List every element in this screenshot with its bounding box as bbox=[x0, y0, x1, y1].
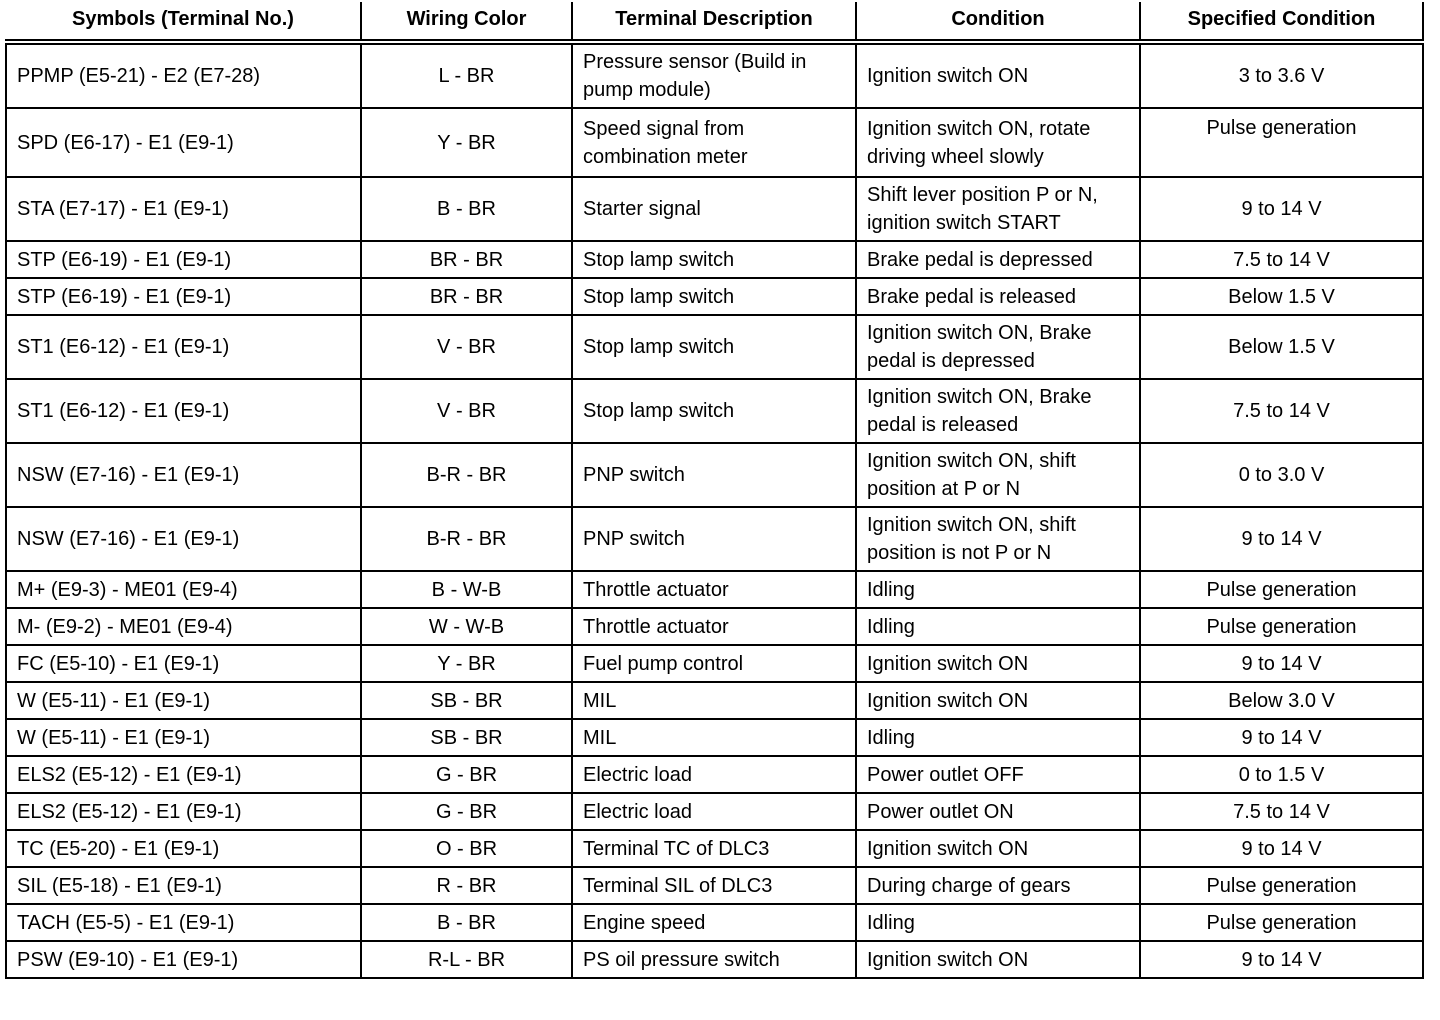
cell-wiring-color: BR - BR bbox=[361, 278, 572, 315]
cell-wiring-color: B - BR bbox=[361, 904, 572, 941]
cell-symbol: STA (E7-17) - E1 (E9-1) bbox=[6, 177, 361, 241]
cell-condition: Ignition switch ON bbox=[856, 42, 1140, 108]
cell-description: Electric load bbox=[572, 756, 856, 793]
cell-description: PS oil pressure switch bbox=[572, 941, 856, 978]
header-condition: Condition bbox=[856, 2, 1140, 42]
cell-symbol: NSW (E7-16) - E1 (E9-1) bbox=[6, 443, 361, 507]
cell-wiring-color: G - BR bbox=[361, 756, 572, 793]
cell-condition: Ignition switch ON, shift position is not P or N bbox=[856, 507, 1140, 571]
table-row bbox=[6, 904, 1423, 941]
table-row bbox=[6, 830, 1423, 867]
cell-condition: Ignition switch ON, Brake pedal is released bbox=[856, 379, 1140, 443]
cell-description: Stop lamp switch bbox=[572, 241, 856, 278]
cell-symbol: W (E5-11) - E1 (E9-1) bbox=[6, 719, 361, 756]
cell-specified: Below 1.5 V bbox=[1140, 278, 1423, 315]
cell-symbol: SIL (E5-18) - E1 (E9-1) bbox=[6, 867, 361, 904]
cell-description: MIL bbox=[572, 682, 856, 719]
cell-condition: During charge of gears bbox=[856, 867, 1140, 904]
cell-specified: Pulse generation bbox=[1140, 608, 1423, 645]
table-row bbox=[6, 756, 1423, 793]
cell-description: Stop lamp switch bbox=[572, 379, 856, 443]
cell-wiring-color: SB - BR bbox=[361, 682, 572, 719]
table-row bbox=[6, 379, 1423, 443]
cell-symbol: PSW (E9-10) - E1 (E9-1) bbox=[6, 941, 361, 978]
cell-symbol: PPMP (E5-21) - E2 (E7-28) bbox=[6, 42, 361, 108]
cell-description: Terminal SIL of DLC3 bbox=[572, 867, 856, 904]
cell-wiring-color: O - BR bbox=[361, 830, 572, 867]
table-row bbox=[6, 941, 1423, 978]
cell-description: PNP switch bbox=[572, 443, 856, 507]
cell-condition: Ignition switch ON bbox=[856, 941, 1140, 978]
cell-symbol: M- (E9-2) - ME01 (E9-4) bbox=[6, 608, 361, 645]
cell-description: Speed signal from combination meter bbox=[572, 108, 856, 177]
cell-specified: 7.5 to 14 V bbox=[1140, 379, 1423, 443]
cell-symbol: TACH (E5-5) - E1 (E9-1) bbox=[6, 904, 361, 941]
cell-specified: 0 to 1.5 V bbox=[1140, 756, 1423, 793]
cell-specified: 9 to 14 V bbox=[1140, 507, 1423, 571]
cell-description: Fuel pump control bbox=[572, 645, 856, 682]
cell-specified: Pulse generation bbox=[1140, 904, 1423, 941]
cell-condition: Ignition switch ON, shift position at P or N bbox=[856, 443, 1140, 507]
cell-description: Stop lamp switch bbox=[572, 315, 856, 379]
cell-condition: Power outlet OFF bbox=[856, 756, 1140, 793]
cell-symbol: NSW (E7-16) - E1 (E9-1) bbox=[6, 507, 361, 571]
cell-symbol: SPD (E6-17) - E1 (E9-1) bbox=[6, 108, 361, 177]
cell-wiring-color: Y - BR bbox=[361, 645, 572, 682]
cell-description: Engine speed bbox=[572, 904, 856, 941]
cell-symbol: TC (E5-20) - E1 (E9-1) bbox=[6, 830, 361, 867]
cell-wiring-color: G - BR bbox=[361, 793, 572, 830]
cell-specified: 0 to 3.0 V bbox=[1140, 443, 1423, 507]
cell-wiring-color: B-R - BR bbox=[361, 507, 572, 571]
cell-wiring-color: W - W-B bbox=[361, 608, 572, 645]
table-row bbox=[6, 241, 1423, 278]
cell-wiring-color: B - BR bbox=[361, 177, 572, 241]
cell-condition: Idling bbox=[856, 571, 1140, 608]
cell-wiring-color: SB - BR bbox=[361, 719, 572, 756]
cell-specified: Below 3.0 V bbox=[1140, 682, 1423, 719]
cell-specified: 7.5 to 14 V bbox=[1140, 241, 1423, 278]
table-row bbox=[6, 645, 1423, 682]
table-row bbox=[6, 278, 1423, 315]
table-row bbox=[6, 571, 1423, 608]
cell-condition: Idling bbox=[856, 608, 1140, 645]
cell-symbol: ST1 (E6-12) - E1 (E9-1) bbox=[6, 315, 361, 379]
cell-condition: Ignition switch ON bbox=[856, 645, 1140, 682]
cell-specified: 9 to 14 V bbox=[1140, 645, 1423, 682]
table-row bbox=[6, 108, 1423, 177]
cell-specified: Pulse generation bbox=[1140, 571, 1423, 608]
cell-symbol: W (E5-11) - E1 (E9-1) bbox=[6, 682, 361, 719]
cell-wiring-color: BR - BR bbox=[361, 241, 572, 278]
cell-condition: Power outlet ON bbox=[856, 793, 1140, 830]
cell-condition: Brake pedal is depressed bbox=[856, 241, 1140, 278]
cell-specified: 9 to 14 V bbox=[1140, 830, 1423, 867]
cell-symbol: ELS2 (E5-12) - E1 (E9-1) bbox=[6, 756, 361, 793]
cell-specified: Pulse generation bbox=[1140, 108, 1423, 177]
cell-specified: 7.5 to 14 V bbox=[1140, 793, 1423, 830]
table-row bbox=[6, 315, 1423, 379]
cell-symbol: M+ (E9-3) - ME01 (E9-4) bbox=[6, 571, 361, 608]
cell-wiring-color: V - BR bbox=[361, 379, 572, 443]
cell-symbol: ELS2 (E5-12) - E1 (E9-1) bbox=[6, 793, 361, 830]
table-header-row bbox=[6, 2, 1423, 42]
table-row bbox=[6, 793, 1423, 830]
table-row bbox=[6, 42, 1423, 108]
header-specified-condition: Specified Condition bbox=[1140, 2, 1423, 42]
cell-condition: Shift lever position P or N, ignition switch START bbox=[856, 177, 1140, 241]
cell-description: PNP switch bbox=[572, 507, 856, 571]
cell-specified: 9 to 14 V bbox=[1140, 941, 1423, 978]
cell-wiring-color: L - BR bbox=[361, 42, 572, 108]
cell-condition: Idling bbox=[856, 719, 1140, 756]
cell-wiring-color: R - BR bbox=[361, 867, 572, 904]
cell-condition: Ignition switch ON, rotate driving wheel slowly bbox=[856, 108, 1140, 177]
header-symbols: Symbols (Terminal No.) bbox=[6, 2, 361, 42]
cell-wiring-color: R-L - BR bbox=[361, 941, 572, 978]
cell-description: MIL bbox=[572, 719, 856, 756]
cell-wiring-color: V - BR bbox=[361, 315, 572, 379]
table-row bbox=[6, 867, 1423, 904]
cell-description: Throttle actuator bbox=[572, 571, 856, 608]
cell-condition: Ignition switch ON bbox=[856, 682, 1140, 719]
cell-symbol: ST1 (E6-12) - E1 (E9-1) bbox=[6, 379, 361, 443]
cell-wiring-color: Y - BR bbox=[361, 108, 572, 177]
cell-wiring-color: B-R - BR bbox=[361, 443, 572, 507]
cell-symbol: STP (E6-19) - E1 (E9-1) bbox=[6, 278, 361, 315]
cell-specified: 9 to 14 V bbox=[1140, 177, 1423, 241]
cell-specified: Below 1.5 V bbox=[1140, 315, 1423, 379]
table-row bbox=[6, 682, 1423, 719]
cell-description: Pressure sensor (Build in pump module) bbox=[572, 42, 856, 108]
cell-description: Electric load bbox=[572, 793, 856, 830]
header-terminal-description: Terminal Description bbox=[572, 2, 856, 42]
cell-description: Stop lamp switch bbox=[572, 278, 856, 315]
cell-condition: Ignition switch ON, Brake pedal is depressed bbox=[856, 315, 1140, 379]
cell-condition: Brake pedal is released bbox=[856, 278, 1140, 315]
cell-description: Starter signal bbox=[572, 177, 856, 241]
cell-specified: 3 to 3.6 V bbox=[1140, 42, 1423, 108]
terminal-inspection-table bbox=[5, 2, 1424, 979]
table-row bbox=[6, 443, 1423, 507]
table-row bbox=[6, 608, 1423, 645]
cell-description: Terminal TC of DLC3 bbox=[572, 830, 856, 867]
cell-symbol: FC (E5-10) - E1 (E9-1) bbox=[6, 645, 361, 682]
cell-condition: Ignition switch ON bbox=[856, 830, 1140, 867]
table-row bbox=[6, 177, 1423, 241]
cell-condition: Idling bbox=[856, 904, 1140, 941]
header-wiring-color: Wiring Color bbox=[361, 2, 572, 42]
cell-symbol: STP (E6-19) - E1 (E9-1) bbox=[6, 241, 361, 278]
cell-specified: Pulse generation bbox=[1140, 867, 1423, 904]
cell-specified: 9 to 14 V bbox=[1140, 719, 1423, 756]
cell-description: Throttle actuator bbox=[572, 608, 856, 645]
table-row bbox=[6, 719, 1423, 756]
table-row bbox=[6, 507, 1423, 571]
cell-wiring-color: B - W-B bbox=[361, 571, 572, 608]
